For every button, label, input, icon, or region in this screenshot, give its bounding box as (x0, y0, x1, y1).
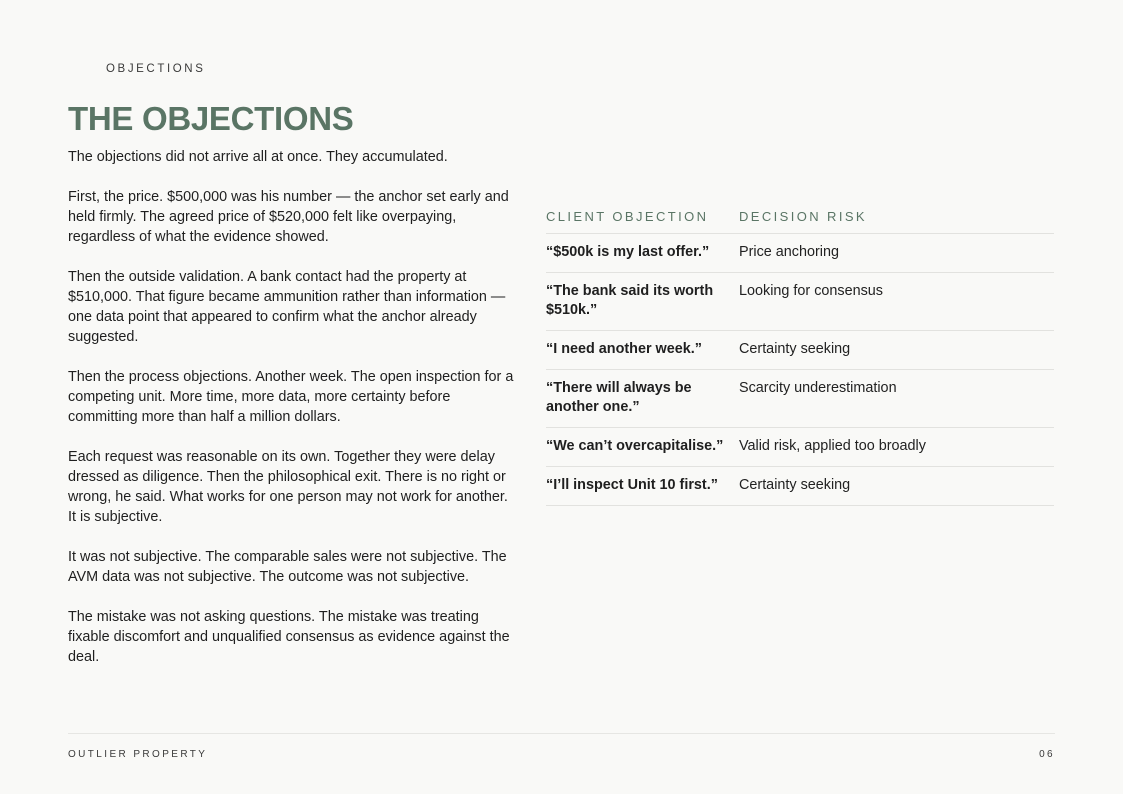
objection-cell: “I need another week.” (546, 331, 739, 370)
paragraph: First, the price. $500,000 was his number — the anchor set early and held firmly. The agreed price of $520,000 felt like overpaying, regardless of what the evidence showed. (68, 189, 509, 245)
risk-cell: Certainty seeking (739, 331, 1054, 370)
page-title: THE OBJECTIONS (68, 100, 354, 137)
table-row (546, 331, 1054, 370)
paragraph: The objections did not arrive all at once. They accumulated. (68, 149, 448, 165)
table-header-row (546, 204, 1054, 234)
paragraph: It was not subjective. The comparable sales were not subjective. The AVM data was not subjective. The outcome was not subjective. (68, 549, 507, 585)
column-header-risk: DECISION RISK (739, 204, 1054, 234)
objections-table (546, 204, 1054, 506)
table-row (546, 467, 1054, 506)
body-text (68, 147, 514, 687)
table-row (546, 273, 1054, 331)
paragraph: The mistake was not asking questions. The mistake was treating fixable discomfort and unqualified consensus as evidence against the deal. (68, 609, 510, 665)
risk-cell: Price anchoring (739, 234, 1054, 273)
table-row (546, 234, 1054, 273)
section-eyebrow: OBJECTIONS (106, 63, 206, 75)
objection-cell: “The bank said its worth $510k.” (546, 273, 739, 331)
risk-cell: Valid risk, applied too broadly (739, 428, 1054, 467)
objection-cell: “$500k is my last offer.” (546, 234, 739, 273)
paragraph: Then the outside validation. A bank contact had the property at $510,000. That figure became ammunition rather than information — one data point that appeared to confirm what the anchor already suggested. (68, 269, 506, 345)
page-number: 06 (1039, 749, 1055, 760)
risk-cell: Scarcity underestimation (739, 370, 1054, 428)
objection-cell: “We can’t overcapitalise.” (546, 428, 739, 467)
objection-cell: “There will always be another one.” (546, 370, 739, 428)
risk-cell: Looking for consensus (739, 273, 1054, 331)
paragraph: Each request was reasonable on its own. Together they were delay dressed as diligence. Then the philosophical exit. There is no right or wrong, he said. What works for one person may not work for another. It is subjective. (68, 449, 508, 525)
table-row (546, 428, 1054, 467)
objection-cell: “I’ll inspect Unit 10 first.” (546, 467, 739, 506)
footer-divider (68, 733, 1055, 734)
table-row (546, 370, 1054, 428)
column-header-objection: CLIENT OBJECTION (546, 204, 739, 234)
risk-cell: Certainty seeking (739, 467, 1054, 506)
footer-brand: OUTLIER PROPERTY (68, 749, 208, 760)
paragraph: Then the process objections. Another week. The open inspection for a competing unit. More time, more data, more certainty before committing more than half a million dollars. (68, 369, 514, 425)
